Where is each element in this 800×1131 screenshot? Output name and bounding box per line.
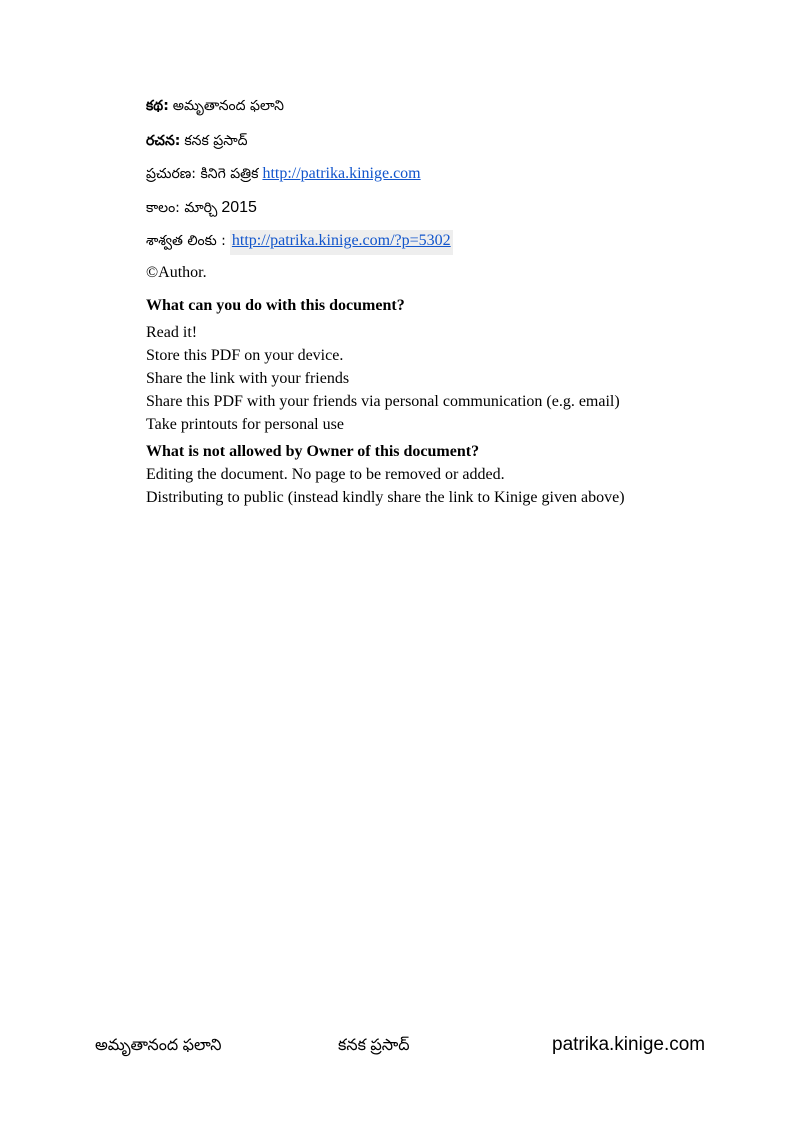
- publication-link[interactable]: http://patrika.kinige.com: [262, 165, 421, 182]
- author-label: రచన:: [146, 133, 181, 149]
- story-label: కథ:: [146, 98, 169, 114]
- allowed-item: Read it!: [146, 324, 198, 341]
- publication-line: [146, 164, 421, 184]
- footer-site: patrika.kinige.com: [552, 1034, 706, 1055]
- footer-story: అమృతానంద ఫలాని: [95, 1037, 222, 1054]
- permalink-link[interactable]: http://patrika.kinige.com/?p=5302: [231, 232, 451, 249]
- copyright: ©Author.: [146, 264, 207, 281]
- date-line: [146, 198, 257, 218]
- allowed-item: Share this PDF with your friends via personal communication (e.g. email): [146, 393, 620, 410]
- not-allowed-item: Distributing to public (instead kindly share the link to Kinige given above): [146, 489, 625, 506]
- allowed-item: Store this PDF on your device.: [146, 347, 344, 364]
- date-label: కాలం: మార్చి: [146, 200, 218, 216]
- author-line: [146, 131, 248, 151]
- permalink-label: శాశ్వత లింకు :: [146, 233, 226, 249]
- date-year: 2015: [221, 199, 257, 216]
- footer-author: కనక ప్రసాద్: [338, 1037, 410, 1054]
- author-name: కనక ప్రసాద్: [184, 133, 248, 149]
- story-line: [146, 96, 284, 116]
- not-allowed-item: Editing the document. No page to be removed or added.: [146, 466, 505, 483]
- permalink-line: [146, 231, 453, 251]
- allowed-item: Share the link with your friends: [146, 370, 350, 387]
- allowed-heading: What can you do with this document?: [146, 297, 405, 314]
- not-allowed-heading: What is not allowed by Owner of this document?: [146, 443, 480, 460]
- allowed-item: Take printouts for personal use: [146, 416, 344, 433]
- publication-label: ప్రచురణ: కినిగె పత్రిక: [146, 166, 259, 182]
- story-title: అమృతానంద ఫలాని: [172, 98, 284, 114]
